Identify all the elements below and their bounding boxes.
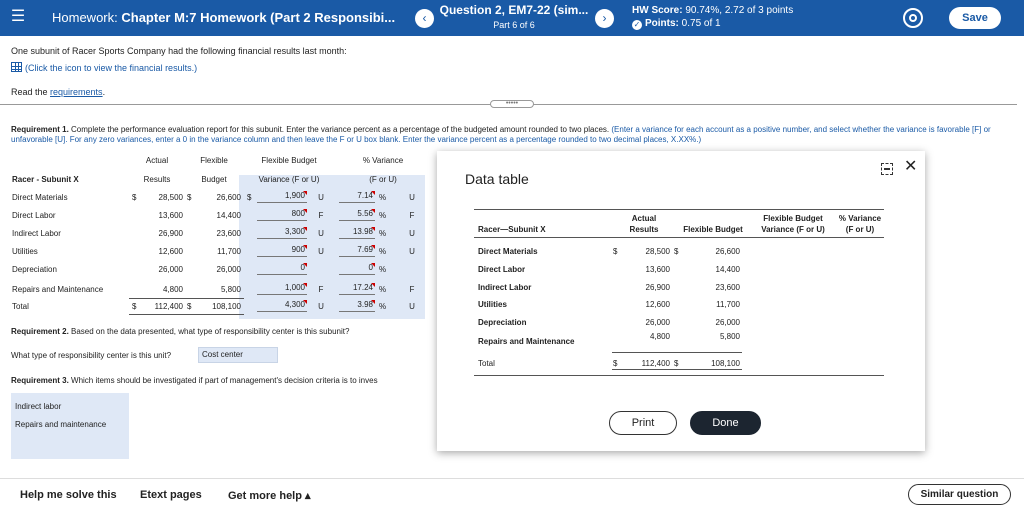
row-label: Direct Labor [12,211,56,220]
variance-input[interactable]: 800 [257,209,307,221]
intro-text: One subunit of Racer Sports Company had the following financial results last month: [11,46,347,56]
header-budget: Budget [201,175,227,184]
actual-result: 26,900 [158,229,183,238]
flexible-budget: 14,400 [216,211,241,220]
requirement-2-lead: Requirement 2. [11,327,69,336]
dollar-sign: $ [132,193,137,202]
variance-fu-select[interactable]: U [318,229,324,238]
investigate-item: Repairs and maintenance [15,420,107,429]
variance-input[interactable]: 4,300 [257,300,307,312]
percent-variance-input[interactable]: 0 [339,263,375,275]
flexible-budget: 5,800 [220,285,241,294]
requirement-3-body: Which items should be investigated if part of management's decision criteria is to inves [68,376,378,385]
variance-input[interactable]: 1,000 [257,283,307,295]
percent-variance-input[interactable]: 7.14 [339,191,375,203]
read-requirements [11,87,105,97]
percent-fu-select[interactable]: U [409,229,415,238]
dt-row-label: Repairs and Maintenance [478,337,575,346]
percent-variance-input[interactable]: 7.69 [339,245,375,257]
modal-title: Data table [465,171,529,187]
dt-actual: 112,400 [641,359,670,368]
actual-result: 26,000 [158,265,183,274]
header-percent-f-or-u: (F or U) [369,175,397,184]
close-icon[interactable]: ✕ [904,158,918,175]
variance-input[interactable]: 1,900 [257,191,307,203]
top-bar [0,0,1024,36]
save-button[interactable]: Save [949,7,1001,29]
header-flexible-budget-variance: Flexible Budget [261,156,317,165]
dt-flexible-budget: 108,100 [711,359,740,368]
variance-input[interactable]: 900 [257,245,307,257]
dt-dollar-sign: $ [674,247,679,256]
flexible-budget: 11,700 [217,247,241,256]
chevron-left-icon: ‹ [422,11,427,25]
dt-total-double-rule [612,369,742,370]
dt-header-results: Results [629,225,659,234]
requirement-1-text [11,125,1001,145]
assignment-prefix: Homework: [52,10,122,25]
dt-row-label: Total [478,359,495,368]
variance-fu-select[interactable]: U [318,247,324,256]
dt-flexible-budget: 26,000 [715,318,740,327]
assignment-name: Chapter M:7 Homework (Part 2 Responsibi... [121,10,396,25]
question-info [434,0,594,36]
dollar-sign: $ [247,193,252,202]
variance-input[interactable]: 0 [257,263,307,275]
row-label: Indirect Labor [12,229,61,238]
score-info [632,4,793,30]
requirement-1-lead: Requirement 1. [11,125,69,134]
bottom-bar [0,478,1024,508]
responsibility-center-answer[interactable]: Cost center [198,347,278,363]
percent-sign: % [379,265,387,274]
previous-question-button[interactable] [415,9,434,28]
row-label: Repairs and Maintenance [12,285,104,294]
row-label: Total [12,302,29,311]
dt-header-label: Racer—Subunit X [478,225,546,234]
variance-fu-select[interactable]: U [318,302,324,311]
dt-header-pct-variance: % Variance [838,214,882,223]
requirement-1-body: Complete the performance evaluation report for this subunit. Enter the variance percent as a percentage of the budgeted amount rounded to two places. [68,125,610,134]
assignment-title [52,10,395,25]
dt-header-flexible-budget: Flexible Budget [683,225,743,234]
percent-fu-select[interactable]: U [409,247,415,256]
dt-actual: 26,900 [645,283,670,292]
financial-results-link[interactable] [11,62,197,73]
variance-input[interactable]: 3,300 [257,227,307,239]
dt-row-label: Indirect Labor [478,283,532,292]
header-percent-variance: % Variance [362,156,404,165]
next-question-button[interactable] [595,9,614,28]
minimize-icon[interactable] [881,163,893,175]
dt-actual: 4,800 [649,332,670,341]
variance-fu-select[interactable]: U [318,193,324,202]
dt-row-label: Depreciation [478,318,527,327]
dt-flexible-budget: 26,600 [715,247,740,256]
dollar-sign: $ [132,302,137,311]
requirement-3-text [11,376,437,385]
percent-variance-input[interactable]: 3.98 [339,300,375,312]
percent-fu-select[interactable]: U [409,302,415,311]
variance-fu-select[interactable]: F [318,211,324,220]
total-double-rule [129,314,244,315]
read-requirements-suffix: . [102,87,106,97]
header-flexible: Flexible [200,156,228,165]
dt-flexible-budget: 5,800 [719,332,740,341]
investigate-item: Indirect labor [15,402,62,411]
percent-variance-input[interactable]: 13.98 [339,227,375,239]
gear-icon[interactable] [903,8,923,28]
requirements-link[interactable]: requirements [50,87,103,97]
dt-dollar-sign: $ [613,359,618,368]
data-table-modal [437,151,925,451]
investigate-items-answer[interactable] [11,393,129,459]
percent-sign: % [379,211,387,220]
requirement-2-text [11,327,349,336]
percent-fu-select[interactable]: F [409,211,415,220]
dt-flexible-budget: 11,700 [716,300,740,309]
similar-question-button[interactable]: Similar question [908,484,1011,505]
question-part: Part 6 of 6 [493,20,535,30]
row-label: Direct Materials [12,193,68,202]
dt-row-label: Direct Materials [478,247,538,256]
percent-variance-input[interactable]: 17.24 [339,283,375,295]
variance-fu-select[interactable]: F [318,285,324,294]
dt-total-rule [612,352,742,353]
percent-sign: % [379,285,387,294]
percent-variance-input[interactable]: 5.56 [339,209,375,221]
dt-header-pct-variance-fu: (F or U) [845,225,875,234]
dollar-sign: $ [187,302,192,311]
done-button[interactable]: Done [690,411,761,435]
dollar-sign: $ [187,193,192,202]
dt-flexible-budget: 14,400 [715,265,740,274]
requirement-3-lead: Requirement 3. [11,376,69,385]
dt-actual: 26,000 [645,318,670,327]
total-rule [129,298,244,299]
question-title: Question 2, EM7-22 (sim... [439,3,589,17]
row-label: Depreciation [12,265,57,274]
dt-header-rule [474,237,884,238]
dt-actual: 12,600 [645,300,670,309]
requirement-1-hint: (Enter a variance for each account as a positive number, and select whether the variance is favorable [F] or unfavorable [U]. For any zero variances, enter a 0 in the variance column and then leave the F or U box blank. Enter the variance percent as a percentage rounded to two decimal places, X.XX%.) [11,125,991,144]
flexible-budget: 26,600 [216,193,241,202]
percent-sign: % [379,193,387,202]
flexible-budget: 26,000 [216,265,241,274]
points-label: Points: [645,18,682,29]
actual-result: 12,600 [158,247,183,256]
actual-result: 13,600 [158,211,183,220]
actual-result: 112,400 [154,302,183,311]
requirement-2-body: Based on the data presented, what type of responsibility center is this subunit? [68,327,350,336]
dt-flexible-budget: 23,600 [715,283,740,292]
financial-results-link-text[interactable]: (Click the icon to view the financial results.) [25,63,198,73]
dt-row-label: Direct Labor [478,265,526,274]
dt-header-fb-variance: Flexible Budget [763,214,823,223]
percent-sign: % [379,302,387,311]
read-requirements-prefix: Read the [11,87,51,97]
dt-dollar-sign: $ [674,359,679,368]
score-value: 90.74%, 2.72 of 3 points [685,5,794,16]
requirement-2-question: What type of responsibility center is this unit? [11,351,172,360]
percent-fu-select[interactable]: U [409,193,415,202]
dt-actual: 13,600 [645,265,670,274]
print-button[interactable]: Print [609,411,677,435]
points-value: 0.75 of 1 [681,18,721,29]
financial-data-table [474,209,884,376]
header-results: Results [143,175,171,184]
chevron-right-icon: › [602,11,607,25]
hamburger-menu-icon[interactable]: ☰ [10,8,26,25]
flexible-budget: 23,600 [216,229,241,238]
row-label: Utilities [12,247,38,256]
dt-header-actual: Actual [631,214,657,223]
dt-row-label: Utilities [478,300,507,309]
help-me-solve-button[interactable]: Help me solve this [20,489,117,501]
header-variance-f-or-u: Variance (F or U) [258,175,320,184]
actual-result: 4,800 [162,285,183,294]
flexible-budget: 108,100 [212,302,241,311]
drag-handle[interactable]: ••••• [490,100,534,108]
etext-pages-button[interactable]: Etext pages [140,489,202,501]
dt-dollar-sign: $ [613,247,618,256]
partial-check-icon: ✓ [633,20,641,29]
percent-sign: % [379,247,387,256]
percent-sign: % [379,229,387,238]
percent-fu-select[interactable]: F [409,285,415,294]
table-grid-icon[interactable] [11,62,22,72]
header-subunit: Racer - Subunit X [12,175,79,184]
dt-actual: 28,500 [645,247,670,256]
get-more-help-button[interactable]: Get more help ▴ [228,490,311,502]
header-actual: Actual [145,156,169,165]
actual-result: 28,500 [158,193,183,202]
dt-header-fb-variance-fu: Variance (F or U) [761,225,825,234]
score-label: HW Score: [632,5,686,16]
